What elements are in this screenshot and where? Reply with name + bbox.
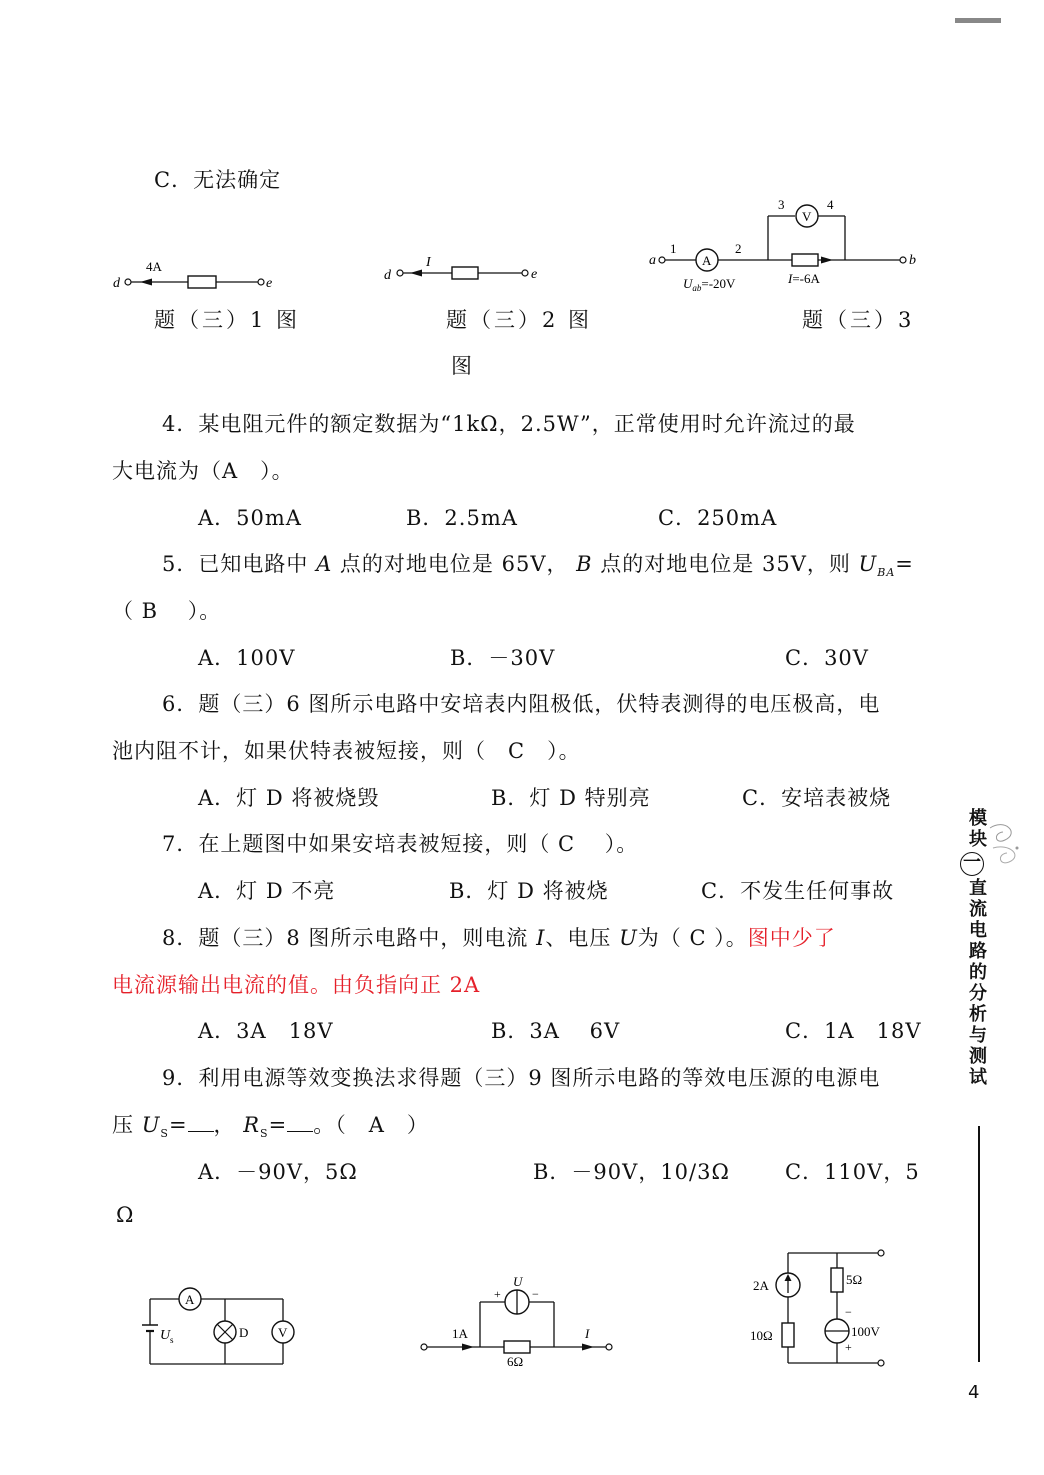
- module-number-circle: 一: [960, 852, 984, 876]
- q8-stem-line1: 8．题（三）8 图所示电路中，则电流 I、电压 U为（ C ）。图中少了: [162, 926, 836, 950]
- q6-option-b: B．灯 D 特别亮: [491, 786, 651, 810]
- fig1-node-d: d: [113, 276, 120, 291]
- svg-text:2A: 2A: [753, 1278, 769, 1293]
- q7-stem: 7．在上题图中如果安培表被短接，则（ C ）。: [162, 832, 639, 856]
- q4-stem-line2: 大电流为（A ）。: [112, 459, 294, 483]
- svg-text:A: A: [702, 253, 712, 268]
- figure-3-3-caption: 题（三）3: [802, 308, 915, 332]
- svg-text:−: −: [845, 1305, 852, 1319]
- q9-stem-line2: 压 $U_S=$ ， $R_S=$ 。（ A ）: [112, 1113, 429, 1141]
- svg-text:+: +: [845, 1340, 852, 1354]
- fig1-current: 4A: [146, 259, 162, 274]
- q6-option-c: C．安培表被烧: [742, 786, 892, 810]
- q9-option-b: B．－90V，10/3Ω: [533, 1160, 730, 1184]
- q8-option-a: A．3A 18V: [198, 1019, 334, 1043]
- svg-text:+: +: [494, 1287, 501, 1301]
- q9-option-c: C．110V，5: [785, 1160, 920, 1184]
- q8-option-c: C．1A 18V: [785, 1019, 922, 1043]
- svg-text:I=-6A: I=-6A: [788, 271, 820, 286]
- q7-option-b: B．灯 D 将被烧: [449, 879, 609, 903]
- q8-note-part1: 图中少了: [747, 926, 836, 950]
- q7-option-c: C．不发生任何事故: [701, 879, 895, 903]
- module-sidebar-label: 模 块 一 直 流 电 路 的 分 析 与 测 试: [960, 808, 996, 1088]
- q4-option-c: C．250mA: [658, 506, 778, 530]
- q3-option-c: C．无法确定: [154, 168, 282, 192]
- q4-option-b: B．2.5mA: [406, 506, 518, 530]
- sidebar-divider: [978, 1126, 980, 1362]
- q5-stem-line1: 5．已知电路中 A 点的对地电位是 65V， B 点的对地电位是 35V，则 $U_{BA}=$: [162, 552, 914, 580]
- svg-text:U: U: [513, 1274, 523, 1289]
- figure-3-3-diagram: [645, 193, 920, 298]
- q6-stem-line2: 池内阻不计，如果伏特表被短接，则（ C ）。: [112, 739, 581, 763]
- fig3-node-b: b: [909, 253, 916, 268]
- fig1-node-e: e: [266, 276, 273, 291]
- figure-3-3-caption-wrap: 图: [451, 354, 475, 378]
- fig3-n2: 2: [735, 241, 742, 256]
- svg-text:I: I: [585, 1326, 590, 1341]
- svg-text:s: s: [170, 1335, 174, 1345]
- svg-text:U: U: [160, 1328, 171, 1343]
- figure-3-9-diagram: [745, 1243, 895, 1373]
- svg-text:A: A: [185, 1292, 195, 1307]
- svg-text:100V: 100V: [851, 1324, 880, 1339]
- q7-option-a: A．灯 D 不亮: [198, 879, 336, 903]
- q4-option-a: A．50mA: [198, 506, 302, 530]
- fig3-n3: 3: [778, 197, 785, 212]
- q9-option-c-wrap: Ω: [116, 1203, 135, 1227]
- svg-text:5Ω: 5Ω: [846, 1272, 863, 1287]
- us-blank: [188, 1113, 214, 1132]
- q5-option-c: C．30V: [785, 646, 869, 670]
- decorative-swirl-icon: [985, 818, 1025, 868]
- q5-option-b: B．－30V: [450, 646, 556, 670]
- fig2-current: I: [426, 255, 431, 270]
- q9-option-a: A．－90V，5Ω: [198, 1160, 358, 1184]
- svg-text:V: V: [278, 1325, 288, 1340]
- svg-text:D: D: [239, 1325, 249, 1340]
- q6-stem-line1: 6．题（三）6 图所示电路中安培表内阻极低，伏特表测得的电压极高，电: [162, 692, 881, 716]
- q4-stem-line1: 4．某电阻元件的额定数据为“1kΩ，2.5W”，正常使用时允许流过的最: [162, 412, 856, 436]
- q8-option-b: B．3A 6V: [491, 1019, 621, 1043]
- svg-text:−: −: [532, 1287, 539, 1301]
- fig2-node-d: d: [384, 268, 391, 283]
- q6-option-a: A．灯 D 将被烧毁: [198, 786, 380, 810]
- svg-text:Uab=-20V: $U_{ab}=-20V$: [683, 276, 736, 293]
- svg-text:10Ω: 10Ω: [750, 1328, 773, 1343]
- figure-3-2-diagram: [380, 252, 560, 292]
- fig3-n4: 4: [827, 197, 834, 212]
- figure-3-8-diagram: [414, 1270, 619, 1370]
- svg-text:V: V: [802, 209, 812, 224]
- figure-3-6-diagram: [135, 1282, 305, 1372]
- figure-3-1-diagram: [108, 255, 288, 295]
- page-number: 4: [968, 1382, 980, 1403]
- q9-stem-line1: 9．利用电源等效变换法求得题（三）9 图所示电路的等效电压源的电源电: [162, 1066, 881, 1090]
- q5-option-a: A．100V: [198, 646, 296, 670]
- rs-blank: [287, 1113, 313, 1132]
- q5-stem-line2: （ B ）。: [112, 599, 222, 623]
- header-bar: [955, 18, 1001, 23]
- svg-text:1A: 1A: [452, 1326, 468, 1341]
- svg-text:6Ω: 6Ω: [507, 1354, 524, 1369]
- q8-note-part2: 电流源输出电流的值。由负指向正 2A: [112, 973, 481, 997]
- figure-3-2-caption: 题（三）2 图: [446, 308, 593, 332]
- fig3-node-a: a: [649, 253, 656, 268]
- figure-3-1-caption: 题（三）1 图: [154, 308, 301, 332]
- fig2-node-e: e: [531, 267, 538, 282]
- fig3-n1: 1: [670, 241, 677, 256]
